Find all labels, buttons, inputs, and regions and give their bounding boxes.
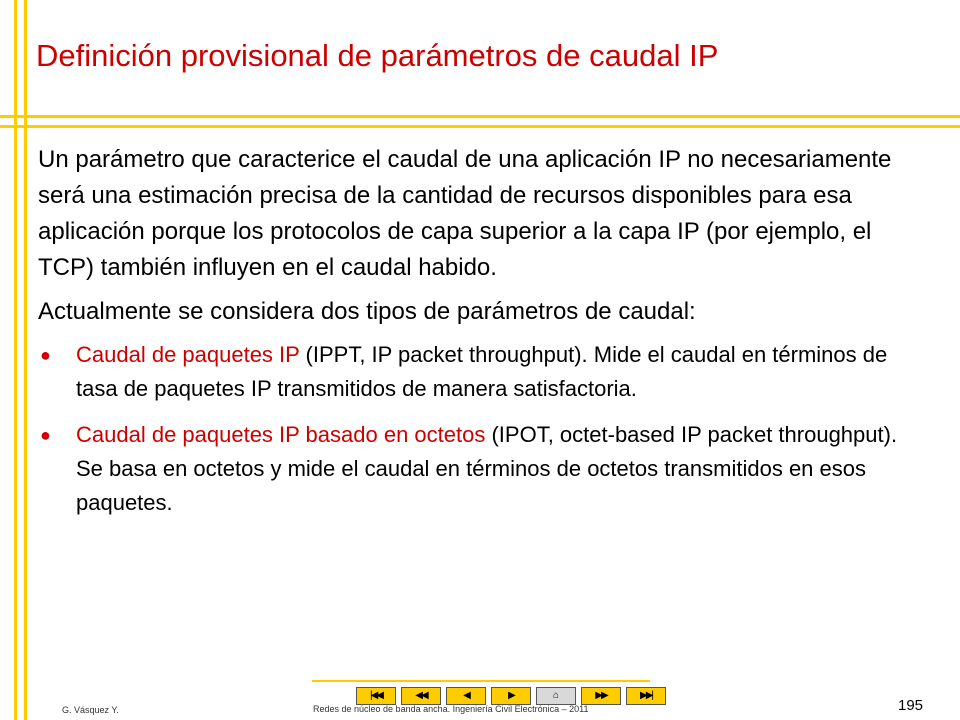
bullet-highlight: Caudal de paquetes IP: [76, 342, 300, 367]
nav-next-section-button[interactable]: ▶▶: [581, 687, 621, 705]
nav-home-button[interactable]: ⌂: [536, 687, 576, 705]
paragraph-types: Actualmente se considera dos tipos de parámetros de caudal:: [38, 298, 696, 325]
paragraph-intro: Un parámetro que caracterice el caudal de una aplicación IP no necesariamente será una estimación precisa de la cantidad de recursos disponibles para esa aplicación porque los protocolos de capa superior a la capa IP (por ejemplo, el TCP) también influyen en el caudal habido.: [38, 146, 892, 281]
decor-vertical-line-2: [24, 0, 27, 720]
bullet-item-ippt: [38, 338, 918, 406]
bullet-text: (IPPT, IP packet throughput). Mide el caudal en términos de tasa de paquetes IP transmitidos de manera satisfactoria.: [76, 342, 888, 401]
slide-body: [38, 142, 918, 532]
bullet-dot-icon: ●: [40, 425, 51, 445]
nav-first-button[interactable]: |◀◀: [356, 687, 396, 705]
bullet-dot-icon: ●: [40, 345, 51, 365]
page-number: 195: [898, 697, 924, 714]
bullet-highlight: Caudal de paquetes IP basado en octetos: [76, 422, 486, 447]
footer-course: Redes de núcleo de banda ancha. Ingeniería Civil Electrónica – 2011: [313, 704, 589, 714]
bullet-item-ipot: [38, 418, 918, 520]
slide-title: Definición provisional de parámetros de caudal IP: [36, 38, 719, 73]
nav-last-button[interactable]: ▶▶|: [626, 687, 666, 705]
slide-navigation: [356, 686, 666, 706]
decor-horizontal-line-2: [0, 125, 960, 128]
decor-vertical-line-1: [14, 0, 17, 720]
nav-prev-button[interactable]: ◀: [446, 687, 486, 705]
bullet-text: (IPOT, octet-based IP packet throughput). Se basa en octetos y mide el caudal en términos de octetos transmitidos en esos paquetes.: [76, 422, 898, 515]
nav-next-button[interactable]: ▶: [491, 687, 531, 705]
bullet-list: [38, 338, 918, 520]
nav-prev-section-button[interactable]: ◀◀: [401, 687, 441, 705]
decor-horizontal-line-1: [0, 115, 960, 118]
nav-divider: [312, 680, 650, 682]
footer-author: G. Vásquez Y.: [62, 705, 119, 715]
